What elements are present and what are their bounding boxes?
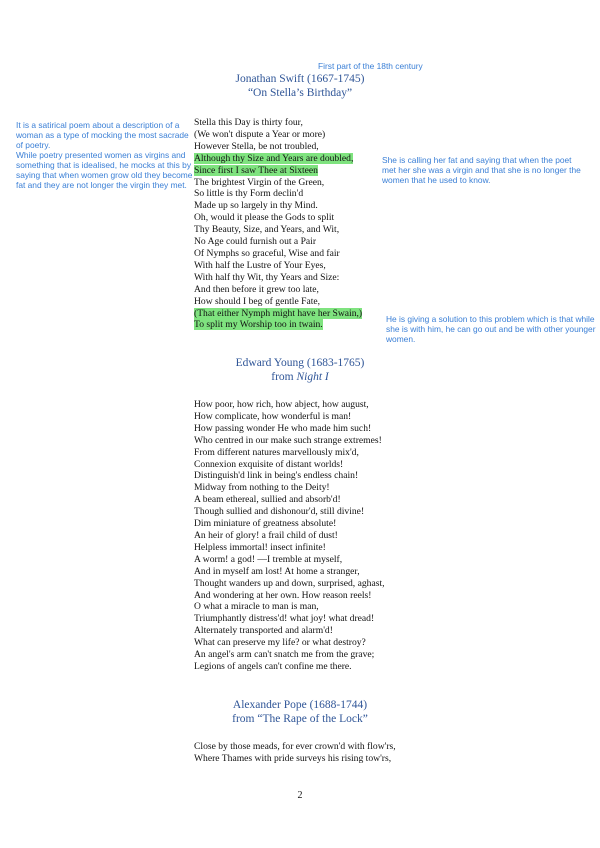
poem-line: How poor, how rich, how abject, how august, [194, 399, 369, 410]
poem-line: Distinguish'd link in being's endless chain! [194, 470, 359, 482]
swift-poem [194, 117, 362, 331]
poem-line-highlighted [194, 308, 362, 320]
poem-line: So little is thy Form declin'd [194, 188, 304, 200]
poem-line: And wondering at her own. How reason reels! [194, 589, 372, 601]
swift-author: Jonathan Swift (1667-1745) [235, 73, 365, 85]
poem-line: An heir of glory! a frail child of dust! [194, 529, 338, 541]
poem-line: Legions of angels can't confine me there. [194, 660, 352, 672]
poem-line: Triumphantly distress'd! what joy! what dread! [194, 613, 375, 625]
poem-line-highlighted [194, 165, 362, 177]
poem-line: And in myself am lost! At home a stranger, [194, 565, 360, 577]
era-annotation-text: First part of the 18th century [318, 61, 423, 71]
poem-line: Who centred in our make such strange extremes! [194, 434, 382, 446]
young-poem-title [150, 370, 450, 384]
poem-line: However Stella, be not troubled, [194, 140, 319, 152]
poem-line: An angel's arm can't snatch me from the grave; [194, 649, 375, 661]
young-title-italic: Night I [296, 371, 329, 383]
poem-line: How passing wonder He who made him such! [194, 422, 372, 434]
poem-line: Made up so largely in thy Mind. [194, 200, 318, 212]
young-heading [150, 356, 450, 384]
pope-author: Alexander Pope (1688-1744) [232, 699, 368, 711]
right-annotation-text-1: She is calling her fat and saying that when the poet met her she was a virgin and that she is no longer the women that he used to know. [382, 155, 581, 185]
swift-heading [150, 72, 450, 100]
right-annotation-1 [382, 155, 582, 185]
swift-poem-title: “On Stella’s Birthday” [247, 87, 353, 99]
poem-line: Helpless immortal! insect infinite! [194, 541, 326, 553]
poem-line: Close by those meads, for ever crown'd with flow'rs, [194, 741, 396, 752]
young-author: Edward Young (1683-1765) [235, 357, 365, 369]
era-annotation [318, 61, 423, 71]
poem-line: A beam ethereal, sullied and absorb'd! [194, 494, 341, 506]
poem-line: Oh, would it please the Gods to split [194, 212, 335, 224]
poem-line: A worm! a god! —I tremble at myself, [194, 553, 343, 565]
pope-poem [194, 741, 396, 765]
poem-line: Though sullied and dishonour'd, still divine! [194, 506, 365, 518]
poem-line: With half thy Wit, thy Years and Size: [194, 271, 340, 283]
pope-poem-title: from “The Rape of the Lock” [232, 713, 368, 725]
highlighted-text: Although thy Size and Years are doubled, [194, 152, 354, 164]
pope-heading [150, 698, 450, 726]
poem-line: Stella this Day is thirty four, [194, 117, 303, 128]
poem-line: Dim miniature of greatness absolute! [194, 518, 337, 530]
poem-line: Alternately transported and alarm'd! [194, 625, 333, 637]
highlighted-text: Since first I saw Thee at Sixteen [194, 164, 318, 176]
poem-line: Of Nymphs so graceful, Wise and fair [194, 247, 340, 259]
page-number: 2 [297, 790, 303, 801]
poem-line: No Age could furnish out a Pair [194, 236, 317, 248]
poem-line: Midway from nothing to the Deity! [194, 482, 330, 494]
poem-line: O what a miracle to man is man, [194, 601, 319, 613]
poem-line: With half the Lustre of Your Eyes, [194, 259, 326, 271]
poem-line: From different natures marvellously mix'd, [194, 446, 359, 458]
poem-line: What can preserve my life? or what destroy? [194, 637, 366, 649]
highlighted-text: (That either Nymph might have her Swain,) [194, 307, 363, 319]
left-annotation [16, 120, 194, 190]
poem-line: (We won't dispute a Year or more) [194, 128, 326, 140]
poem-line-highlighted [194, 153, 362, 165]
young-poem [194, 399, 385, 673]
highlighted-text: To split my Worship too in twain. [194, 319, 323, 331]
left-annotation-text-1: It is a satirical poem about a description of a woman as a type of mocking the most sacrade of poetry. [16, 120, 189, 150]
poem-line: How should I beg of gentle Fate, [194, 295, 321, 307]
poem-line: Thy Beauty, Size, and Years, and Wit, [194, 224, 340, 236]
right-annotation-2 [386, 314, 596, 344]
poem-line: The brightest Virgin of the Green, [194, 176, 325, 188]
poem-line-highlighted [194, 319, 362, 331]
poem-line: Connexion exquisite of distant worlds! [194, 458, 344, 470]
right-annotation-text-2: He is giving a solution to this problem which is that while she is with him, he can go out and be with other younger women. [386, 314, 596, 344]
young-title-prefix: from [271, 371, 297, 383]
poem-line: And then before it grew too late, [194, 283, 319, 295]
poem-line: Thought wanders up and down, surprised, aghast, [194, 577, 385, 589]
poem-line: Where Thames with pride surveys his rising tow'rs, [194, 752, 392, 764]
poem-line: How complicate, how wonderful is man! [194, 410, 352, 422]
left-annotation-text-2: While poetry presented women as virgins and something that is idealised, he mocks at this by saying that when women grow old they become fat and they are not longer the virgin they met. [16, 150, 193, 190]
